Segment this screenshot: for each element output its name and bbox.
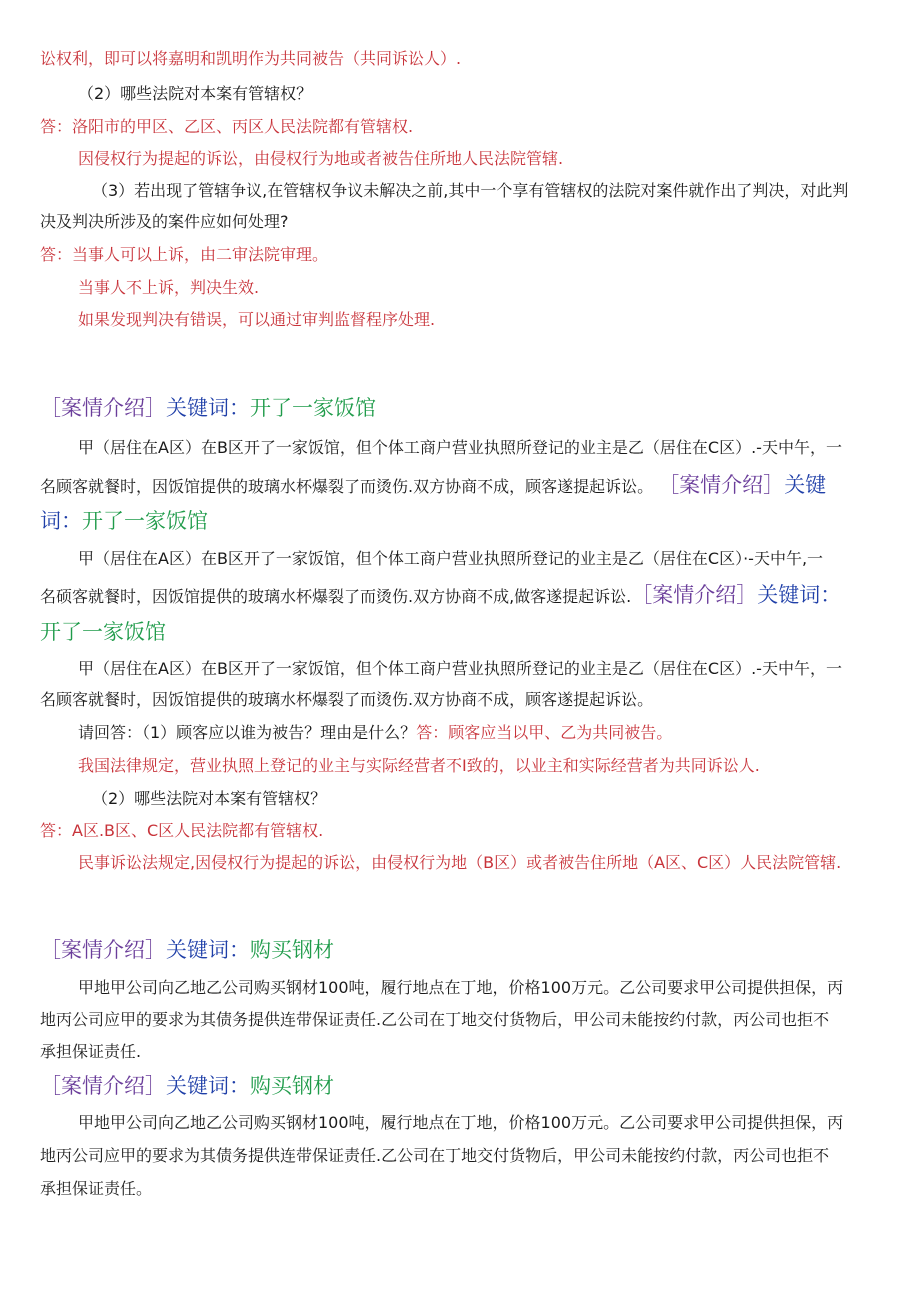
- case-bracket: ［案情介绍］: [631, 583, 758, 607]
- paragraph-line: 承担保证责任.: [40, 1042, 142, 1061]
- answer-line: 我国法律规定，营业执照上登记的业主与实际经营者不I致的，以业主和实际经营者为共同诉讼人.: [78, 756, 760, 775]
- answer-line: 如果发现判决有错误，可以通过审判监督程序处理.: [78, 310, 436, 329]
- question-line: [78, 722, 884, 744]
- paragraph-text: 名硕客就餐时，因饭馆提供的玻璃水杯爆裂了而烫伤.双方协商不成,做客遂提起诉讼.: [40, 587, 632, 606]
- case-heading: [40, 507, 884, 535]
- answer-line: 讼权利，即可以将嘉明和凯明作为共同被告（共同诉讼人）.: [40, 49, 462, 68]
- answer-line: 当事人不上诉，判决生效.: [78, 278, 260, 297]
- paragraph-line: 甲（居住在A区）在B区开了一家饭馆，但个体工商户营业执照所登记的业主是乙（居住在C区）.-天中午，一: [78, 438, 842, 457]
- question-line: （3）若出现了管辖争议,在管辖权争议未解决之前,其中一个享有管辖权的法院对案件就作出了判决，对此判: [92, 181, 849, 200]
- case-bracket: ［案情介绍］: [658, 473, 785, 497]
- case-bracket: ［案情介绍］: [40, 1074, 166, 1098]
- paragraph-line: 甲地甲公司向乙地乙公司购买钢材100吨，履行地点在丁地，价格100万元。乙公司要求甲公司提供担保，丙: [78, 1113, 844, 1132]
- question-line: （2）哪些法院对本案有管辖权？: [78, 84, 313, 103]
- paragraph-line: 地丙公司应甲的要求为其债务提供连带保证责任.乙公司在丁地交付货物后，甲公司未能按约付款，丙公司也拒不: [40, 1010, 830, 1029]
- paragraph-line: 甲（居住在A区）在B区开了一家饭馆，但个体工商户营业执照所登记的业主是乙（居住在C区）.-天中午，一: [78, 659, 842, 678]
- keyword-label: 关键词：: [757, 583, 842, 607]
- answer-text: 答：顾客应当以甲、乙为共同被告。: [416, 723, 673, 742]
- case-bracket: ［案情介绍］: [40, 938, 166, 962]
- keyword-label: 词：: [40, 509, 82, 533]
- case-bracket: ［案情介绍］: [40, 396, 166, 420]
- paragraph-line: [40, 584, 884, 608]
- answer-line: 答：洛阳市的甲区、乙区、丙区人民法院都有管辖权.: [40, 117, 414, 136]
- paragraph-text: 名顾客就餐时，因饭馆提供的玻璃水杯爆裂了而烫伤.双方协商不成，顾客遂提起诉讼。: [40, 477, 654, 496]
- case-heading: [40, 394, 884, 422]
- case-topic: 开了一家饭馆: [82, 509, 208, 533]
- paragraph-line: 地丙公司应甲的要求为其债务提供连带保证责任.乙公司在丁地交付货物后，甲公司未能按约付款，丙公司也拒不: [40, 1146, 830, 1165]
- question-text: 请回答：（1）顾客应以谁为被告？理由是什么？: [78, 723, 417, 742]
- paragraph-line: 名顾客就餐时，因饭馆提供的玻璃水杯爆裂了而烫伤.双方协商不成，顾客遂提起诉讼。: [40, 690, 654, 709]
- answer-line: 答：A区.B区、C区人民法院都有管辖权.: [40, 821, 324, 840]
- case-heading: [40, 1072, 884, 1100]
- paragraph-line: 甲（居住在A区）在B区开了一家饭馆，但个体工商户营业执照所登记的业主是乙（居住在C区）·-天中午,一: [78, 549, 824, 568]
- keyword-label: 关键词：: [166, 938, 250, 962]
- case-heading: [40, 936, 884, 964]
- case-topic: 购买钢材: [250, 1074, 334, 1098]
- answer-line: 民事诉讼法规定,因侵权行为提起的诉讼，由侵权行为地（B区）或者被告住所地（A区、C区）人民法院管辖.: [78, 853, 842, 872]
- case-topic: 开了一家饭馆: [250, 396, 376, 420]
- case-topic: 开了一家饭馆: [40, 620, 166, 644]
- keyword-label: 关键: [784, 473, 827, 497]
- answer-line: 因侵权行为提起的诉讼，由侵权行为地或者被告住所地人民法院管辖.: [78, 149, 564, 168]
- question-line: （2）哪些法院对本案有管辖权？: [92, 789, 327, 808]
- paragraph-line: 承担保证责任。: [40, 1179, 153, 1198]
- question-line: 决及判决所涉及的案件应如何处理?: [40, 212, 289, 231]
- paragraph-line: [40, 474, 884, 498]
- answer-line: 答：当事人可以上诉，由二审法院审理。: [40, 245, 329, 264]
- paragraph-line: 甲地甲公司向乙地乙公司购买钢材100吨，履行地点在丁地，价格100万元。乙公司要求甲公司提供担保，丙: [78, 978, 844, 997]
- keyword-label: 关键词：: [166, 396, 250, 420]
- case-topic: 购买钢材: [250, 938, 334, 962]
- keyword-label: 关键词：: [166, 1074, 250, 1098]
- case-heading: [40, 618, 884, 646]
